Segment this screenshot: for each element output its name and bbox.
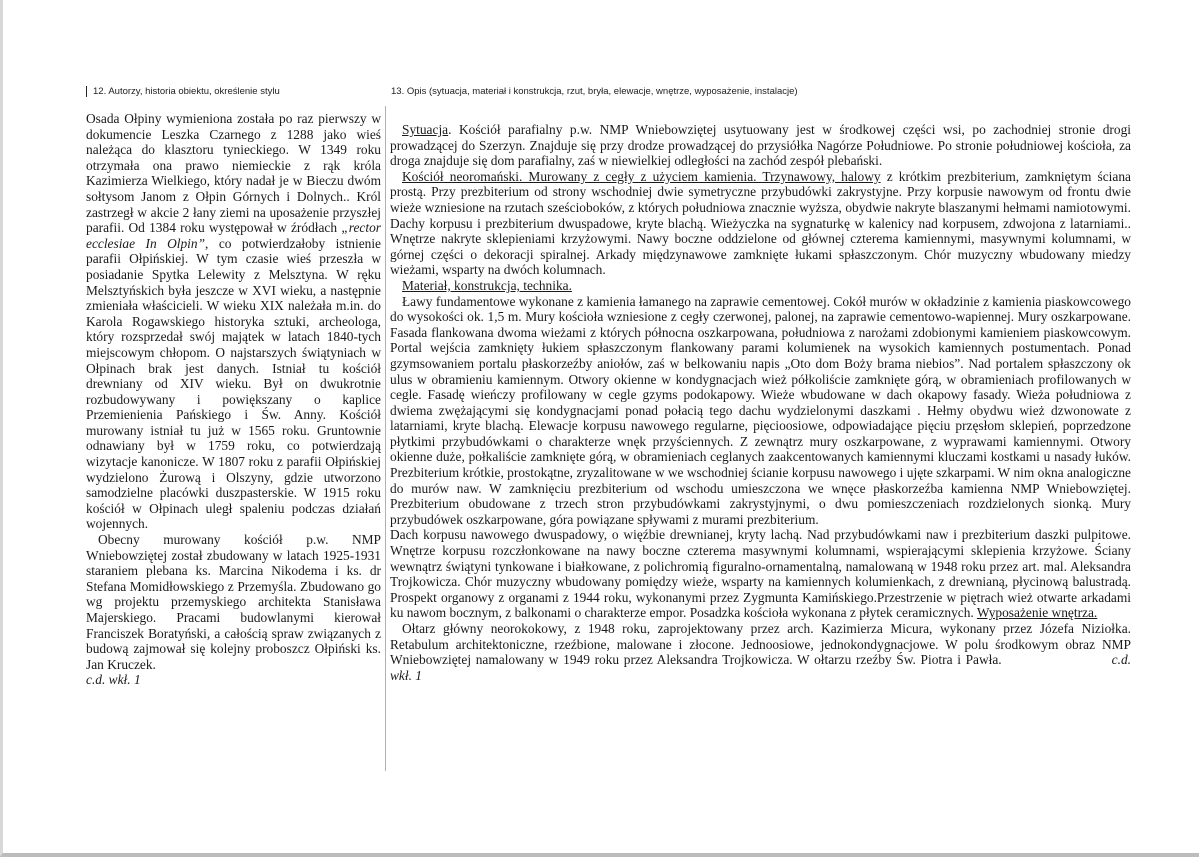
roof-text: Dach korpusu nawowego dwuspadowy, o więźbie drewnianej, kryty lachą. Nad przybudówkami naw i prezbiterium daszki pulpitowe. Wnętrze korpusu rozczłonkowane na nawy boczne czterema masywnymi kolumnami, wspierającymi sklepienia krzyżowe. Ściany wewnątrz świątyni tynkowane i białkowane, z polichromią figuralno-ornamentalną, namalowaną w 1948 roku przez art. mal. Aleksandra Trojkowicza. Chór muzyczny wbudowany pomiędzy wieże, wsparty na kamiennych kolumienkach, z drewnianą, płycinową balustradą. Prospekt organowy z organami z 1944 roku, wykonanymi przez Zygmunta Kamińskiego.Przestrzenie w piętrach wież otwarte arkadami ku nawom bocznym, z balkonami o charakterze empor. Posadzka kościoła wykonana z płytek ceramicznych.	[390, 527, 1131, 621]
history-text-a: Osada Ołpiny wymieniona została po raz pierwszy w dokumencie Leszka Czarnego z 1288 jako wieś należąca do klasztoru tynieckiego. W 1349 roku otrzymała ona prawo niemieckie z rąk króla Kazimierza Wielkiego, który nadał je w Bieczu dwóm sołtysom Janom z Ołpin Górnych i Dolnych.. Król zastrzegł w akcie 2 łany ziemi na uposażenie przyszłej parafii. Od 1384 roku występował w źródłach	[86, 111, 381, 236]
continuation-note-right: c.d. wkł. 1	[390, 652, 1131, 683]
section-13-header: 13. Opis (sytuacja, materiał i konstrukcja, rzut, bryła, elewacje, wnętrze, wyposażenie, instalacje)	[391, 86, 798, 97]
section-12-header: 12. Autorzy, historia obiektu, określenie stylu	[86, 86, 280, 97]
history-quote: „rector ecclesiae In Olpin”	[86, 220, 381, 251]
style-label: Kościół neoromański. Murowany z cegły z użyciem kamienia. Trzynawowy, halowy	[402, 168, 881, 184]
situation-text: . Kościół parafialny p.w. NMP Wniebowziętej usytuowany jest w środkowej części wsi, po zachodniej stronie drogi prowadzącej do Szerzyn. Znajduje się przy drodze prowadzącej do przysiółka Nagórze Południowe. Po stronie południowej kościoła, za droga znajduje się dom parafialny, zaś w niewielkiej odległości na zachód zespół plebański.	[390, 122, 1131, 169]
material-paragraph: Ławy fundamentowe wykonane z kamienia łamanego na zaprawie cementowej. Cokół murów w okładzinie z kamienia piaskowcowego do wysokości ok. 1,5 m. Mury kościoła wzniesione z cegły czerwonej, palonej, na zaprawie cementowo-wapiennej. Mury oszkarpowane. Fasada flankowana dwoma wieżami z których północna oszkarpowana, południowa z narożami zdobionymi kamieniem piaskowcowym. Portal wejścia zamknięty łukiem spłaszczonym flankowany parami kolumienek na wysokich kamiennych postumentach. Ponad gzymsowaniem portalu płaskorzeźby aniołów, zaś w belkowaniu napis „Oto dom Boży brama niebios”. Nad portalem spłaszczony ok ulus w obramieniu kamiennym. Otwory okienne w kondygnacjach wież półkoliście zamknięte górą, w obramieniach profilowanych w cegle. Fasadę wieńczy profilowany w cegle gzyms podokapowy. Wieże wbudowane w dach okapowy fasady. Wieża południowa z dwiema zwężającymi się kondygnacjami ponad połacią tego dachu wydzielonymi daszkami . Hełmy obydwu wież dzwonowate z latarniami, kryte blachą. Elewacje korpusu nawowego regularne, pięcioosiowe, odpowiadające pięciu przęsłom sklepień, poprzedzone płytkimi przybudówkami o charakterze wnęk przyściennych. Z zewnątrz mury oszkarpowane, z wyprawami kamiennymi. Otwory okienne duże, połkaliście zamknięte górą, w obramieniach ceglanych zaakcentowanych kamiennymi kluczami kostkami u nasady łuków. Prezbiterium krótkie, prostokątne, zryzalitowane w we wschodniej ścianie korpusu nawowego i ujęte szkarpami. W nim okna analogiczne do murów naw. W zamknięciu prezbiterium od wschodu umieszczona we wnęce płaskorzeźba kamienna NMP Wniebowziętej. Prezbiterium obudowane z trzech stron przybudówkami zakrystyjnymi, o dwu pomieszczeniach rozdzielonych sionką. Mury przybudówek oszkarpowane, góra powiązane spływami z murami prezbiterium.	[390, 293, 1131, 527]
continuation-note-left: c.d. wkł. 1	[86, 672, 141, 688]
description-column	[390, 122, 1131, 683]
material-heading	[390, 278, 1131, 294]
situation-paragraph	[390, 122, 1131, 169]
roof-paragraph	[390, 527, 1131, 621]
altar-paragraph	[390, 621, 1131, 683]
altar-text: Ołtarz główny neorokokowy, z 1948 roku, zaprojektowany przez arch. Kazimierza Micura, wykonany przez Józefa Niziołka. Retabulum architektoniczne, rzeźbione, malowane i złocone. Jednoosiowe, jednokondygnacjowe. W polu środkowym obraz NMP Wniebowziętej namalowany w 1949 roku przez Aleksandra Trojkowicza. W ołtarzu rzeźby Św. Piotra i Pawła.	[390, 621, 1131, 668]
situation-label: Sytuacja	[402, 122, 449, 137]
style-paragraph	[390, 169, 1131, 278]
history-paragraph-1	[86, 111, 381, 532]
column-divider	[385, 106, 386, 771]
material-label: Materiał, konstrukcja, technika.	[402, 277, 572, 293]
furnishing-label: Wyposażenie wnętrza.	[976, 605, 1098, 621]
history-text-b: , co potwierdzałoby istnienie parafii Ołpińskiej. W tym czasie wieś przeszła w posiadanie Spytka Lelewity z Melsztyna. W ręku Melsztyńskich była jeszcze w XVI wieku, a następnie zmieniała właścicieli. W wieku XIX należała m.in. do Karola Rogawskiego historyka sztuki, archeologa, który rozsprzedał swój majątek w latach 1840-tych miejscowym chłopom. O najstarszych świątyniach w Ołpinach brak jest danych. Istniał tu kościół drewniany od XIV wieku. Był on dwukrotnie rozbudowywany i powiększany o kaplice Przemienienia Pańskiego i Św. Anny. Kościół murowany istniał tu już w 1565 roku. Gruntownie odnawiany był w 1759 roku, co potwierdzają wizytacje kanonicze. W 1807 roku z parafii Ołpińskiej wydzielono Żurową i Olszyny, gdzie utworzono samodzielne placówki duszpasterskie. W 1915 roku kościół w Ołpinach uległ spaleniu podczas działań wojennych.	[86, 235, 381, 532]
history-paragraph-2: Obecny murowany kościół p.w. NMP Wniebowziętej został zbudowany w latach 1925-1931 staraniem plebana ks. Marcina Nikodema i ks. dr Stefana Momidłowskiego z Przemyśla. Zbudowano go wg projektu przemyskiego architekta Stanisława Majerskiego. Pracami budowlanymi kierował Franciszek Boratyński, a całością spraw związanych z budową zajmował się kolejny proboszcz Ołpiński ks. Jan Kruczek.	[86, 532, 381, 672]
style-text: z krótkim prezbiterium, zamkniętym ściana prostą. Przy prezbiterium od strony wschodniej dwie symetryczne przybudówki zakrystyjne. Przy korpusie nawowym od frontu dwie wieże wzniesione na rzutach sześcioboków, z których południowa znacznie wyższa, obydwie nakryte blaszanymi hełmami namiotowymi. Dachy korpusu i prezbiterium dwuspadowe, kryte blachą. Wieżyczka na sygnaturkę w kalenicy nad korpusem, zdwojona z latarniami.. Wnętrze nakryte sklepieniami krzyżowymi. Nawy boczne oddzielone od głównej czterema kamiennymi, masywnymi kolumnami, w górnej części o dekoracji spiralnej. Arkady międzynawowe zamknięte łukami spłaszczonym. Chór muzyczny wbudowany miedzy wieżami, wsparty na dwóch kolumnach.	[390, 168, 1131, 278]
history-column	[86, 111, 381, 688]
